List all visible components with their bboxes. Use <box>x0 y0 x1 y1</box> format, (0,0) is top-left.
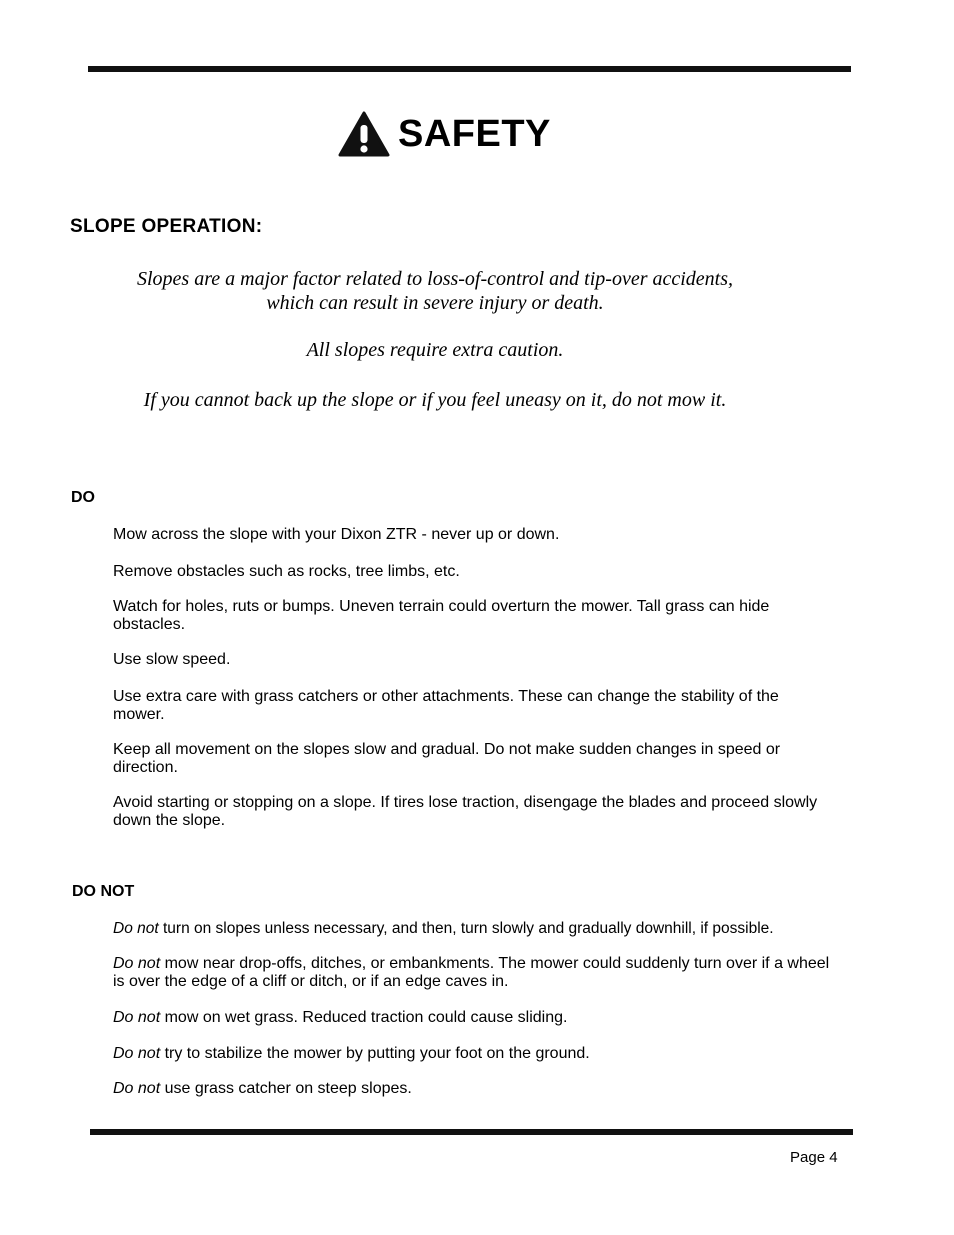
bottom-rule <box>90 1129 853 1135</box>
intro-caution: All slopes require extra caution. <box>306 339 564 361</box>
do-not-text: use grass catcher on steep slopes. <box>160 1080 412 1097</box>
do-not-prefix: Do not <box>113 1009 161 1026</box>
do-not-text: mow near drop-offs, ditches, or embankments. The mower could suddenly turn over if a wheel is over the edge of a cliff or ditch, or if an edge caves in. <box>113 955 830 990</box>
do-not-heading: DO NOT <box>72 883 135 900</box>
intro-line-2: which can result in severe injury or death. <box>266 292 604 314</box>
page-number: Page 4 <box>790 1149 838 1166</box>
do-not-prefix: Do not <box>113 1080 161 1097</box>
do-item: Keep all movement on the slopes slow and gradual. Do not make sudden changes in speed or direction. <box>113 741 781 776</box>
do-item: Use extra care with grass catchers or other attachments. These can change the stability of the mower. <box>113 688 779 723</box>
do-not-prefix: Do not <box>113 1045 161 1062</box>
warning-triangle-icon <box>338 111 390 157</box>
section-title: SLOPE OPERATION: <box>70 216 263 237</box>
do-heading: DO <box>71 489 95 506</box>
intro-line-1: Slopes are a major factor related to loss-of-control and tip-over accidents, <box>136 268 734 290</box>
top-rule <box>88 66 851 72</box>
do-not-item <box>113 1045 833 1063</box>
do-not-text: mow on wet grass. Reduced traction could cause sliding. <box>160 1009 568 1026</box>
intro-advice: If you cannot back up the slope or if you feel uneasy on it, do not mow it. <box>143 389 727 411</box>
do-item: Use slow speed. <box>113 651 231 668</box>
banner-title: SAFETY <box>398 113 551 155</box>
do-not-prefix: Do not <box>113 955 161 972</box>
do-not-item <box>113 1009 833 1027</box>
do-not-text: turn on slopes unless necessary, and then, turn slowly and gradually downhill, if possible. <box>158 920 774 937</box>
safety-banner <box>338 110 551 158</box>
do-item: Mow across the slope with your Dixon ZTR - never up or down. <box>113 526 560 543</box>
do-item: Watch for holes, ruts or bumps. Uneven terrain could overturn the mower. Tall grass can hide obstacles. <box>113 598 770 633</box>
do-not-text: try to stabilize the mower by putting your foot on the ground. <box>160 1045 590 1062</box>
intro-warning <box>80 267 790 315</box>
do-not-prefix: Do not <box>113 920 159 937</box>
do-item: Avoid starting or stopping on a slope. If tires lose traction, disengage the blades and proceed slowly down the slope. <box>113 794 818 829</box>
do-not-item <box>113 1080 833 1098</box>
do-not-item <box>113 920 833 938</box>
do-not-item <box>113 955 833 991</box>
do-item: Remove obstacles such as rocks, tree limbs, etc. <box>113 563 460 580</box>
